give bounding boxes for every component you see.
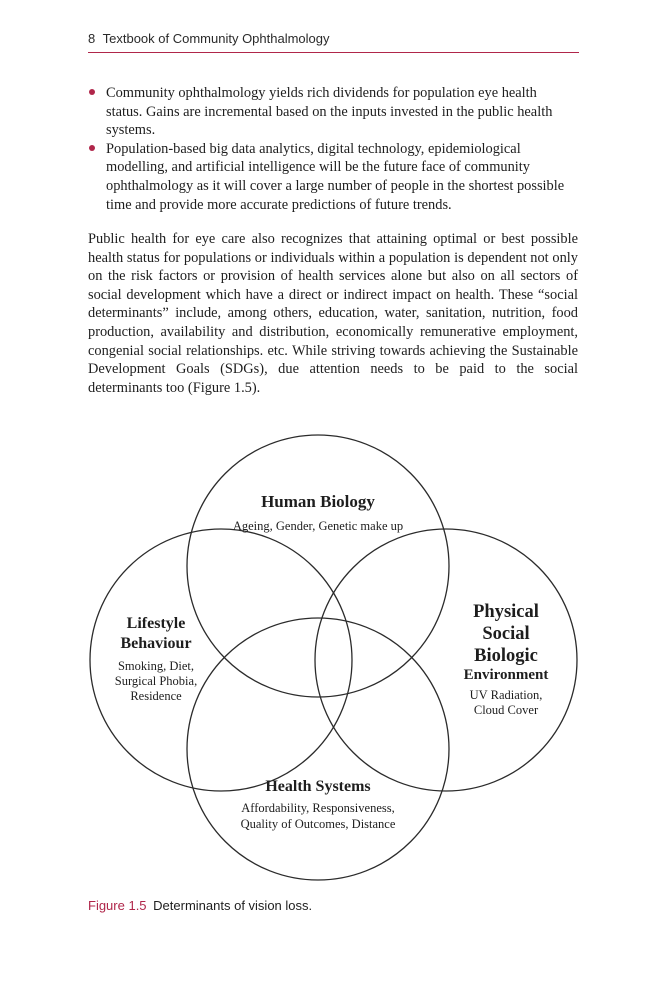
human-biology-title: Human Biology [261,492,375,511]
circle-human-biology [187,435,449,697]
lifestyle-title-line2: Behaviour [120,635,192,652]
environment-title-line2: Social [482,624,530,644]
bullet-text: Community ophthalmology yields rich dividends for population eye health status. Gains are incremental based on the inputs invested in the public health systems. [106,85,553,139]
environment-title-line3: Biologic [474,646,538,666]
lifestyle-detail-line3: Residence [130,689,182,703]
environment-detail-line1: UV Radiation, [469,688,543,702]
health-systems-detail-line2: Quality of Outcomes, Distance [240,817,396,831]
health-systems-title: Health Systems [265,778,371,795]
lifestyle-detail-line2: Surgical Phobia, [114,674,198,688]
figure-caption [88,898,312,913]
body-paragraph: Public health for eye care also recognizes that attaining optimal or best possible health status for populations or individuals within a population is dependent not only on the risk factors or provision of health services alone but also on all sectors of social development which have a direct or indirect impact on health. These “social determinants” include, among others, education, water, sanitation, nutrition, food production, availability and distribution, economically remunerative employment, congenial social relationships. etc. While striving towards achieving the Sustainable Development Goals (SDGs), due attention needs to be paid to the social determinants too (Figure 1.5). [88,231,578,396]
page-number: 8 [88,31,96,46]
environment-title-line4: Environment [463,667,549,683]
environment-detail-line2: Cloud Cover [473,703,539,717]
lifestyle-detail-line1: Smoking, Diet, [117,659,195,673]
environment-title-line1: Physical [473,602,539,622]
figure-caption-text: Determinants of vision loss. [153,898,313,913]
figure-label: Figure 1.5 [88,898,147,913]
human-biology-detail: Ageing, Gender, Genetic make up [232,519,404,533]
bullet-text: Population-based big data analytics, digital technology, epidemiological modelling, and artificial intelligence will be the future face of community ophthalmology as it will cover a large number of people in the shortest possible time and provide more accurate predictions of future trends. [106,140,565,213]
lifestyle-title-line1: Lifestyle [126,615,186,632]
book-title: Textbook of Community Ophthalmology [102,31,330,46]
health-systems-detail-line1: Affordability, Responsiveness, [241,801,395,815]
